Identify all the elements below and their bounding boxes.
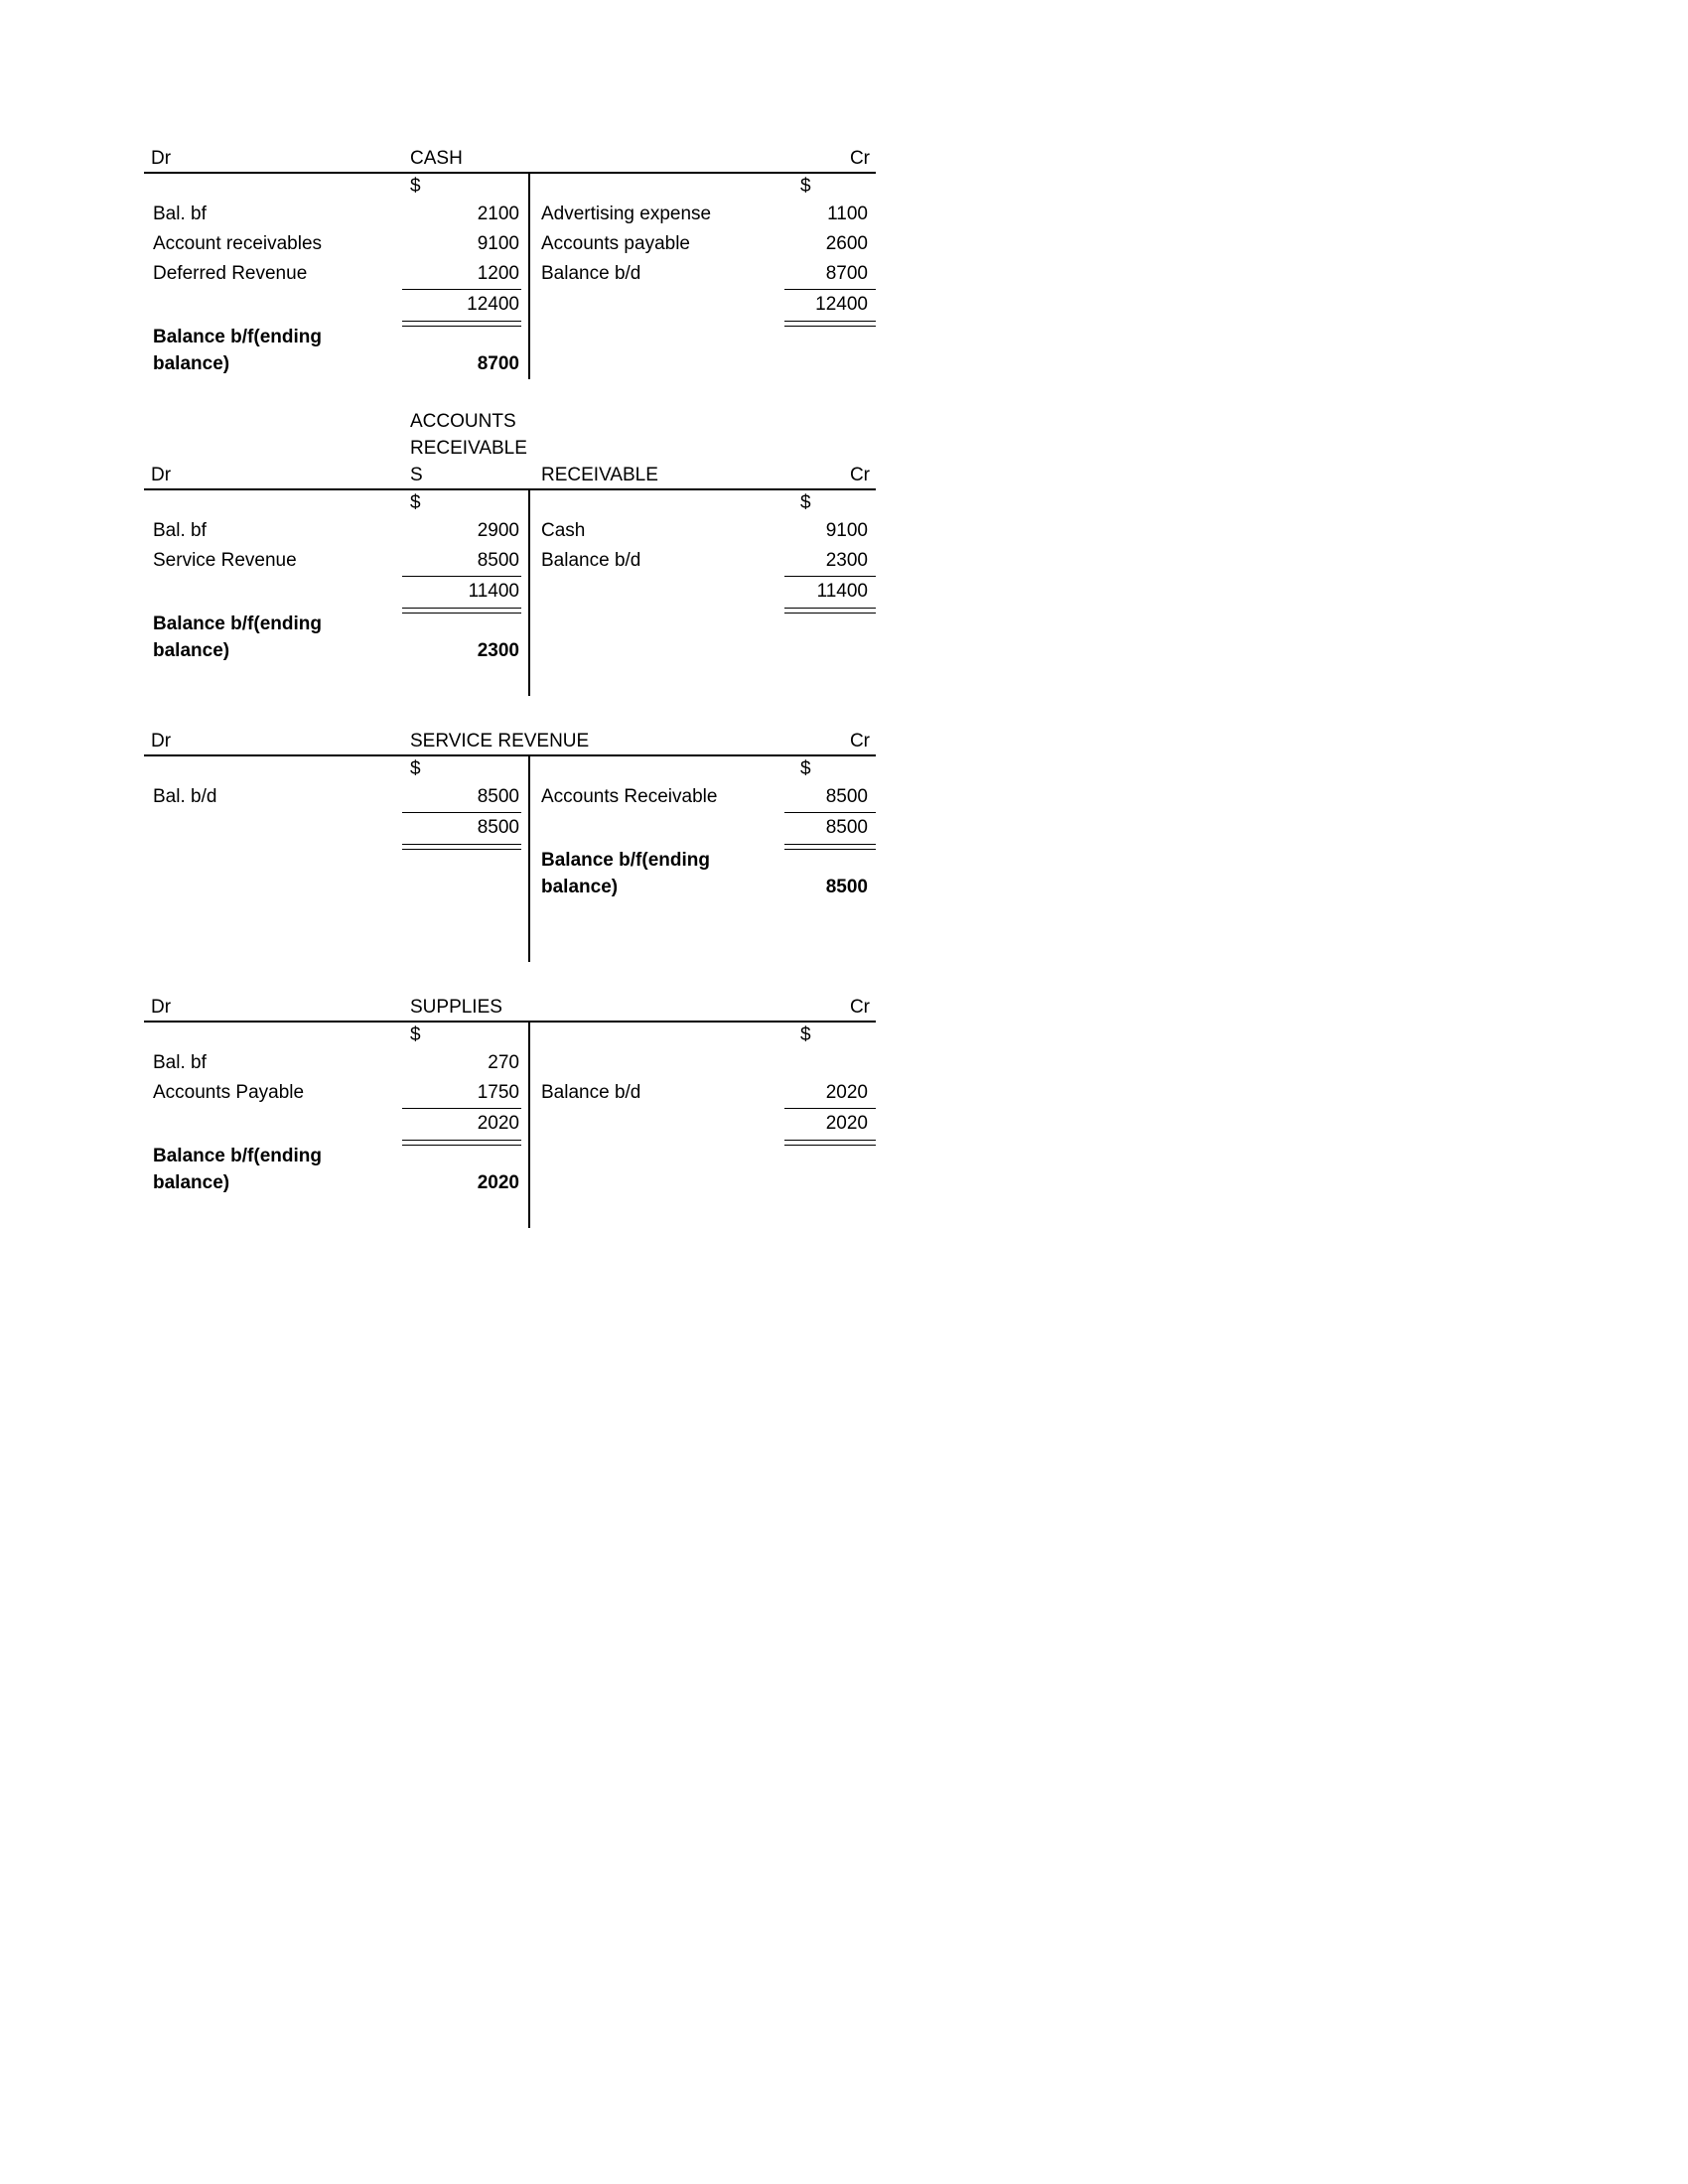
ending-balance-value: 8500 — [825, 877, 868, 897]
debit-total: 2020 — [402, 1108, 521, 1139]
currency-symbol: $ — [410, 492, 421, 513]
debit-entry-label: Accounts Payable — [153, 1082, 305, 1103]
credit-entry-label: Balance b/d — [541, 550, 641, 571]
credit-entry-label: Cash — [541, 520, 586, 541]
debit-total: 8500 — [402, 812, 521, 843]
currency-row — [144, 1023, 876, 1048]
t-account-divider — [528, 490, 530, 696]
debit-entry-label: Bal. bf — [153, 204, 207, 224]
debit-entry-label: Bal. bf — [153, 1052, 207, 1073]
ending-balance-row — [144, 611, 876, 664]
debit-entry-label: Bal. b/d — [153, 786, 217, 807]
cr-heading: Cr — [849, 465, 870, 485]
debit-entry-label: Service Revenue — [153, 550, 297, 571]
debit-entry-value: 9100 — [477, 233, 519, 254]
currency-symbol: $ — [800, 1024, 811, 1045]
credit-entry-value: 8700 — [825, 263, 868, 284]
ending-balance-label: Balance b/f(ending balance) — [153, 1146, 322, 1193]
currency-symbol: $ — [800, 758, 811, 779]
credit-entry-label: Balance b/d — [541, 1082, 641, 1103]
total-row — [144, 812, 876, 842]
account-title: SUPPLIES — [410, 997, 502, 1018]
t-account-body — [144, 174, 876, 377]
ending-balance-row — [144, 847, 876, 900]
credit-entry-value: 2300 — [825, 550, 868, 571]
t-account-divider — [528, 756, 530, 962]
credit-entry-label: Accounts Receivable — [541, 786, 718, 807]
ending-balance-label: Balance b/f(ending balance) — [153, 327, 322, 374]
credit-entry-label: Advertising expense — [541, 204, 712, 224]
credit-total: 11400 — [784, 576, 876, 607]
ending-balance-value: 2020 — [477, 1172, 519, 1193]
ending-balance-value: 2300 — [477, 640, 519, 661]
ledger-row — [144, 229, 876, 259]
debit-entry-label: Account receivables — [153, 233, 323, 254]
t-account-header — [144, 728, 876, 756]
account-title-overflow: RECEIVABLE — [541, 465, 658, 485]
t-account-body — [144, 490, 876, 664]
currency-row — [144, 174, 876, 200]
cr-heading: Cr — [849, 148, 870, 169]
currency-symbol: $ — [800, 176, 811, 197]
currency-row — [144, 490, 876, 516]
total-row — [144, 1108, 876, 1138]
debit-entry-value: 270 — [488, 1052, 519, 1073]
account-title: SERVICE REVENUE — [410, 731, 590, 751]
t-account-accounts-receivables — [144, 408, 876, 664]
credit-entry-value — [784, 1048, 876, 1078]
debit-entry-value: 2100 — [477, 204, 519, 224]
credit-total: 8500 — [784, 812, 876, 843]
cr-heading: Cr — [849, 997, 870, 1018]
total-row — [144, 289, 876, 319]
cr-heading: Cr — [849, 731, 870, 751]
t-account-body — [144, 1023, 876, 1196]
ending-balance-row — [144, 324, 876, 377]
ledger-row — [144, 782, 876, 812]
t-accounts-column — [144, 145, 876, 1196]
credit-entry-label: Balance b/d — [541, 263, 641, 284]
t-account-header — [144, 145, 876, 174]
dr-heading: Dr — [151, 148, 172, 169]
ending-balance-label: Balance b/f(ending balance) — [153, 614, 322, 661]
currency-symbol: $ — [410, 1024, 421, 1045]
debit-entry-value: 8500 — [477, 786, 519, 807]
t-account-divider — [528, 174, 530, 379]
dr-heading: Dr — [151, 731, 172, 751]
currency-symbol: $ — [410, 758, 421, 779]
credit-entry-value: 1100 — [827, 204, 868, 224]
currency-symbol: $ — [800, 492, 811, 513]
ledger-row — [144, 516, 876, 546]
dr-heading: Dr — [151, 997, 172, 1018]
ledger-row — [144, 546, 876, 576]
account-title: ACCOUNTS RECEIVABLES — [410, 411, 527, 485]
debit-entry-value: 1200 — [477, 263, 519, 284]
t-account-supplies — [144, 994, 876, 1196]
account-title: CASH — [410, 148, 463, 169]
credit-total: 2020 — [784, 1108, 876, 1139]
debit-entry-label: Bal. bf — [153, 520, 207, 541]
t-account-header — [144, 408, 876, 490]
debit-entry-value: 1750 — [477, 1082, 519, 1103]
debit-total: 11400 — [402, 576, 521, 607]
credit-entry-value: 9100 — [825, 520, 868, 541]
credit-entry-label — [529, 1048, 784, 1078]
currency-symbol: $ — [410, 176, 421, 197]
ledger-row — [144, 259, 876, 289]
debit-entry-label: Deferred Revenue — [153, 263, 308, 284]
credit-entry-label: Accounts payable — [541, 233, 690, 254]
dr-heading: Dr — [151, 465, 172, 485]
ending-balance-value: 8700 — [477, 353, 519, 374]
currency-row — [144, 756, 876, 782]
t-account-body — [144, 756, 876, 900]
t-account-cash — [144, 145, 876, 377]
credit-entry-value: 8500 — [825, 786, 868, 807]
total-row — [144, 576, 876, 606]
t-account-header — [144, 994, 876, 1023]
ledger-row — [144, 1078, 876, 1108]
ledger-row — [144, 200, 876, 229]
ledger-row — [144, 1048, 876, 1078]
ending-balance-label: Balance b/f(ending balance) — [541, 850, 710, 897]
credit-entry-value: 2020 — [825, 1082, 868, 1103]
debit-entry-value: 2900 — [477, 520, 519, 541]
t-account-divider — [528, 1023, 530, 1228]
ending-balance-row — [144, 1143, 876, 1196]
credit-total: 12400 — [784, 289, 876, 320]
debit-entry-value: 8500 — [477, 550, 519, 571]
t-account-service-revenue — [144, 728, 876, 900]
credit-entry-value: 2600 — [825, 233, 868, 254]
debit-total: 12400 — [402, 289, 521, 320]
